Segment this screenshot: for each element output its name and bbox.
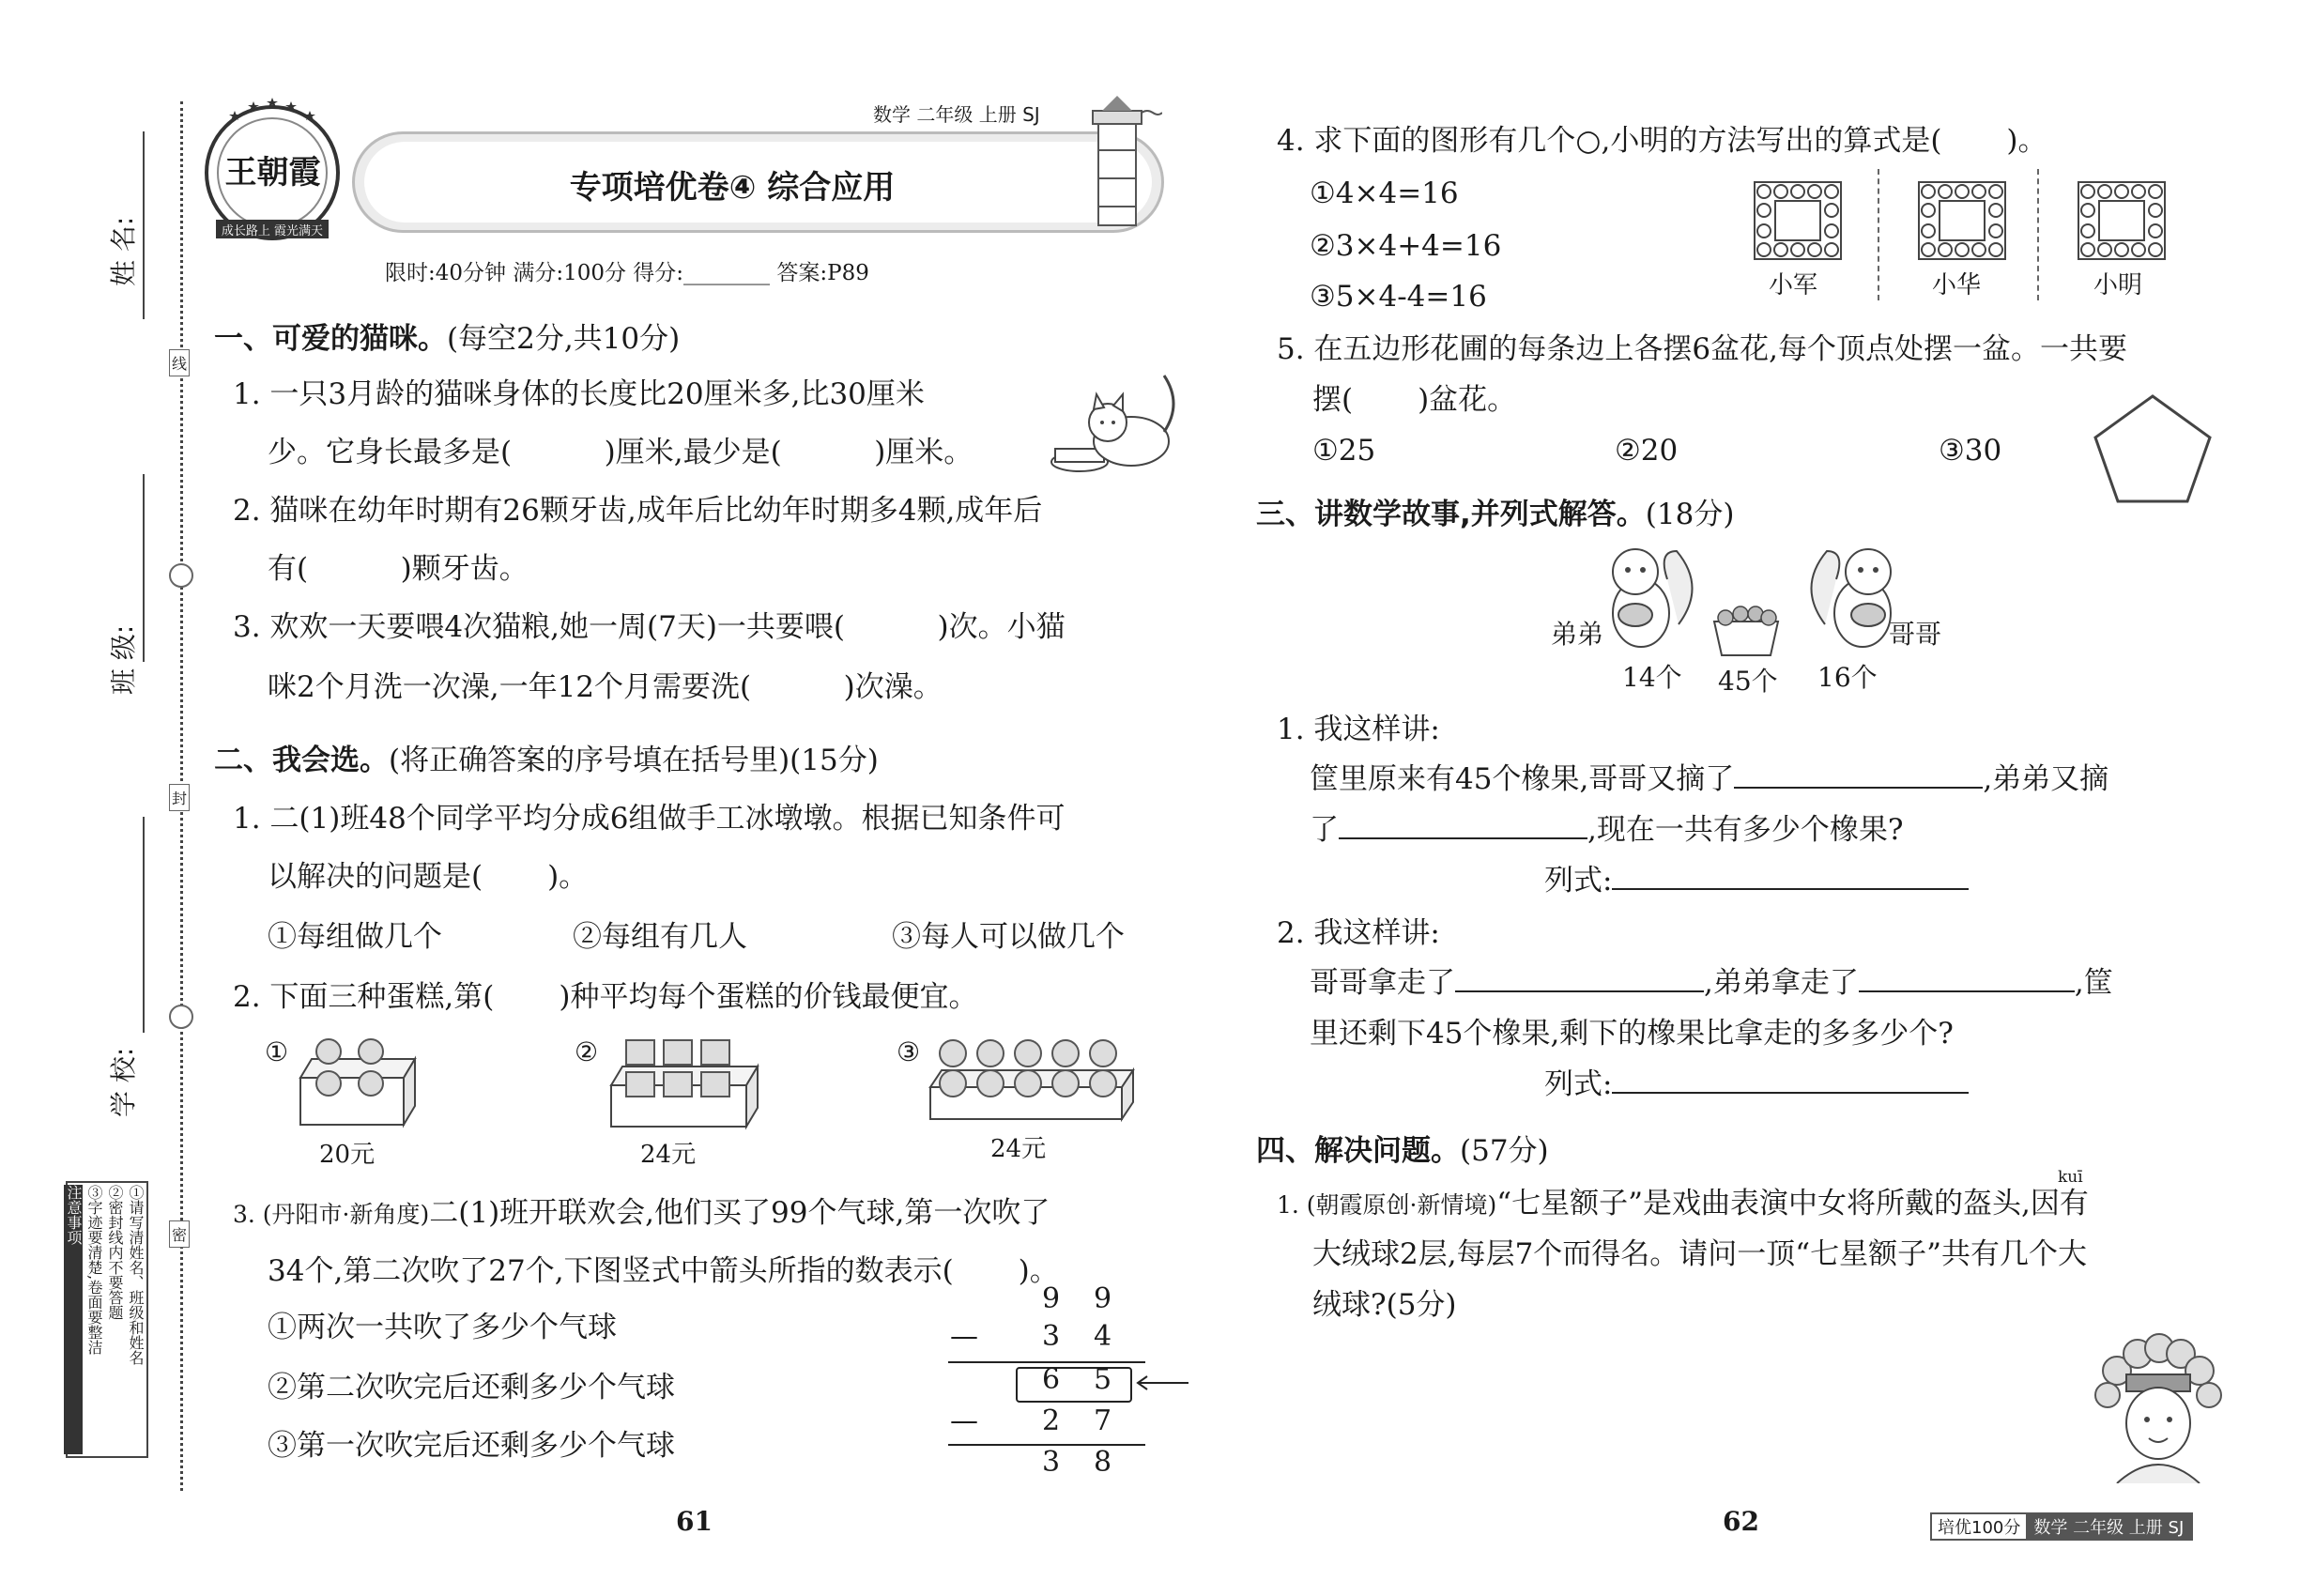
cake-price-2: 24元 (640, 1141, 697, 1169)
calc-digit: 3 (1042, 1320, 1061, 1353)
squirrel-icon (1596, 540, 1699, 652)
circle-square-figure-icon (1915, 178, 2009, 263)
calc-digit: 2 (1042, 1404, 1061, 1437)
section-2-score: (将正确答案的序号填在括号里)(15分) (389, 744, 879, 777)
q4-option-1: ①4×4=16 (1310, 176, 1459, 210)
s2-q1-line2: 以解决的问题是( )。 (268, 860, 589, 894)
s2-q1-option-3: ③每人可以做几个 (892, 920, 1125, 954)
calc-digit: 4 (1094, 1320, 1112, 1353)
section-4-title: 四、解决问题。 (1256, 1134, 1460, 1168)
notice-title: 注意事项 (64, 1185, 83, 1454)
figure-label-xiaoming: 小明 (2093, 271, 2143, 299)
label-didi: 弟弟 (1551, 619, 1604, 650)
s2-q3-text: 二(1)班开联欢会,他们买了99个气球,第一次吹了 (429, 1196, 1050, 1230)
cat-icon (1042, 366, 1183, 479)
page-number-right: 62 (1723, 1506, 1759, 1537)
q5-option-3: ③30 (1939, 434, 2002, 468)
answer-blank[interactable] (1339, 809, 1587, 839)
s3-q2-line1 (1310, 962, 2113, 1004)
figure-divider (1878, 169, 1879, 300)
s2-q3-option-3: ③第一次吹完后还剩多少个气球 (268, 1429, 675, 1463)
s3-q1-formula (1544, 860, 1969, 901)
answer-blank[interactable] (1734, 759, 1983, 789)
s1-q2-line2: 有( )颗牙齿。 (268, 552, 529, 586)
cake-option-label: ② (575, 1036, 599, 1067)
cut-mark-seal: 封 (169, 784, 190, 811)
s4-q1-line3: 绒球?(5分) (1312, 1288, 1457, 1322)
s4-q1-source: 1. (朝霞原创·新情境) (1277, 1191, 1497, 1219)
notice-box (66, 1181, 148, 1458)
s3-q2-formula (1544, 1064, 1969, 1105)
notice-rule: ②密封线内不要答题 (106, 1185, 124, 1320)
count-didi: 14个 (1622, 662, 1682, 693)
s2-q2: 2. 下面三种蛋糕,第( )种平均每个蛋糕的价钱最便宜。 (233, 980, 978, 1014)
s2-q3-option-2: ②第二次吹完后还剩多少个气球 (268, 1371, 675, 1404)
s3-q2-text-a: 哥哥拿走了 (1310, 966, 1455, 1000)
section-4-score: (57分) (1460, 1134, 1549, 1168)
calc-minus: — (950, 1320, 978, 1353)
calc-digit: 6 (1042, 1363, 1061, 1396)
write-line (143, 131, 145, 319)
section-4-heading (1256, 1127, 1549, 1169)
arrow-left-icon (1132, 1369, 1190, 1404)
footer-badge (1930, 1512, 2193, 1541)
q5-option-1: ①25 (1312, 434, 1376, 468)
circle-square-figure-icon (2075, 178, 2169, 263)
cake-box-3-icon (925, 1031, 1136, 1125)
s3-q2-title: 2. 我这样讲: (1277, 916, 1440, 950)
section-1-score: (每空2分,共10分) (447, 322, 681, 356)
cut-mark-secret: 密 (169, 1220, 190, 1248)
pentagon-icon (2092, 392, 2214, 505)
s2-q3-line1 (233, 1192, 1050, 1235)
opera-headdress-girl-icon (2089, 1333, 2225, 1483)
cake-price-3: 24元 (990, 1135, 1047, 1163)
s3-q1-text-c: 了 (1310, 813, 1339, 847)
logo-brand: 王朝霞 (224, 154, 321, 192)
calc-digit: 7 (1094, 1404, 1112, 1437)
s3-q1-text-d: ,现在一共有多少个橡果? (1587, 813, 1904, 847)
answer-blank[interactable] (1455, 962, 1704, 992)
circle-square-figure-icon (1751, 178, 1845, 263)
s3-q1-text-a: 筐里原来有45个橡果,哥哥又摘了 (1310, 762, 1735, 796)
s2-q3-source: 3. (丹阳市·新角度) (233, 1201, 430, 1228)
figure-label-xiaojun: 小军 (1769, 271, 1818, 299)
s4-q1-text: “七星额子”是戏曲表演中女将所戴的盔头,因有 (1496, 1187, 2089, 1220)
cake-option-label: ③ (897, 1036, 921, 1067)
q5-line1: 5. 在五边形花圃的每条边上各摆6盆花,每个顶点处摆一盆。一共要 (1277, 332, 2128, 366)
s3-q2-text-b: ,弟弟拿走了 (1704, 966, 1859, 1000)
q5-option-2: ②20 (1615, 434, 1679, 468)
cut-mark-line: 线 (169, 349, 190, 376)
s2-q1-option-1: ①每组做几个 (268, 920, 442, 954)
s3-q1-title: 1. 我这样讲: (1277, 713, 1440, 746)
cake-option-label: ① (265, 1036, 289, 1067)
calc-digit: 3 (1042, 1446, 1061, 1479)
lighthouse-icon (1078, 94, 1162, 235)
logo (197, 94, 347, 244)
name-label: 姓 名: (108, 216, 139, 286)
formula-label: 列式: (1544, 1067, 1613, 1101)
s3-q2-line2: 里还剩下45个橡果,剩下的橡果比拿走的多多少个? (1310, 1017, 1954, 1051)
q5-line2: 摆( )盆花。 (1312, 383, 1517, 417)
s2-q3-option-1: ①两次一共吹了多少个气球 (268, 1311, 617, 1344)
s1-q3-line2: 咪2个月洗一次澡,一年12个月需要洗( )次澡。 (268, 670, 943, 704)
cake-box-1-icon (291, 1031, 418, 1132)
section-2-heading (214, 736, 879, 778)
section-1-heading (214, 315, 680, 357)
section-3-score: (18分) (1645, 498, 1735, 531)
cake-box-2-icon (606, 1031, 760, 1132)
figure-divider (2037, 169, 2039, 300)
s4-q1-line2: 大绒球2层,每层7个而得名。请问一顶“七星额子”共有几个大 (1312, 1237, 2087, 1271)
s4-q1-line1 (1277, 1183, 2089, 1226)
pinyin-annotation: kuī (2058, 1168, 2083, 1187)
cake-price-1: 20元 (319, 1141, 376, 1169)
write-line (143, 474, 145, 662)
s1-q3-line1: 3. 欢欢一天要喂4次猫粮,她一周(7天)一共要喂( )次。小猫 (233, 610, 1066, 644)
calc-digit: 9 (1042, 1282, 1061, 1315)
s3-q1-line2 (1310, 809, 1903, 851)
section-1-title: 一、可爱的猫咪。 (214, 322, 447, 356)
q4-option-2: ②3×4+4=16 (1310, 229, 1502, 263)
class-label: 班 级: (108, 624, 139, 695)
s2-q3-line2: 34个,第二次吹了27个,下图竖式中箭头所指的数表示( )。 (268, 1254, 1059, 1288)
acorn-basket-icon (1709, 601, 1784, 659)
figure-label-xiaohua: 小华 (1932, 271, 1982, 299)
logo-slogan: 成长路上 霞光满天 (221, 224, 324, 238)
school-label: 学 校: (108, 1047, 139, 1117)
calc-digit: 5 (1094, 1363, 1112, 1396)
section-3-heading (1256, 490, 1734, 532)
q4-option-3: ③5×4-4=16 (1310, 280, 1487, 314)
formula-blank[interactable] (1612, 1064, 1969, 1094)
calc-digit: 9 (1094, 1282, 1112, 1315)
q4-text: 4. 求下面的图形有几个○,小明的方法写出的算式是( )。 (1277, 124, 2047, 158)
footer-brand: 培优100分 (1938, 1518, 2021, 1538)
header-meta: 数学 二年级 上册 SJ (873, 103, 1040, 126)
notice-rule: ①请写清姓名、班级和姓名 (127, 1185, 145, 1365)
s1-q2-line1: 2. 猫咪在幼年时期有26颗牙齿,成年后比幼年时期多4颗,成年后 (233, 494, 1043, 528)
section-3-title: 三、讲数学故事,并列式解答。 (1256, 498, 1646, 531)
s3-q1-text-b: ,弟弟又摘 (1983, 762, 2109, 796)
s3-q2-text-c: ,筐 (2074, 966, 2113, 1000)
s1-q1-line2: 少。它身长最多是( )厘米,最少是( )厘米。 (268, 436, 974, 469)
calc-digit: 8 (1094, 1446, 1112, 1479)
s3-q1-line1 (1310, 759, 2108, 800)
count-basket: 45个 (1718, 666, 1778, 697)
formula-blank[interactable] (1612, 860, 1969, 890)
section-2-title: 二、我会选。 (214, 744, 389, 777)
s2-q1-option-2: ②每组有几人 (573, 920, 747, 954)
binding-margin (0, 0, 188, 1596)
answer-blank[interactable] (1859, 962, 2075, 992)
notice-rule: ③字迹要清楚,卷面要整洁 (85, 1185, 103, 1356)
s2-q1-line1: 1. 二(1)班48个同学平均分成6组做手工冰墩墩。根据已知条件可 (233, 802, 1066, 836)
page-title: 专项培优卷④ 综合应用 (569, 169, 896, 207)
count-gege: 16个 (1817, 662, 1878, 693)
page-number-left: 61 (676, 1506, 713, 1537)
s1-q1-line1: 1. 一只3月龄的猫咪身体的长度比20厘米多,比30厘米 (233, 377, 925, 411)
vertical-calculation (948, 1282, 1192, 1480)
seal-icon (169, 1005, 193, 1029)
footer-meta: 数学 二年级 上册 SJ (2026, 1514, 2191, 1539)
exam-info: 限时:40分钟 满分:100分 得分:________ 答案:P89 (385, 261, 869, 285)
seal-icon (169, 563, 193, 588)
formula-label: 列式: (1544, 864, 1613, 898)
write-line (143, 817, 145, 1033)
calc-highlight-box (1016, 1367, 1132, 1403)
label-gege: 哥哥 (1889, 619, 1942, 650)
calc-minus: — (950, 1404, 978, 1437)
